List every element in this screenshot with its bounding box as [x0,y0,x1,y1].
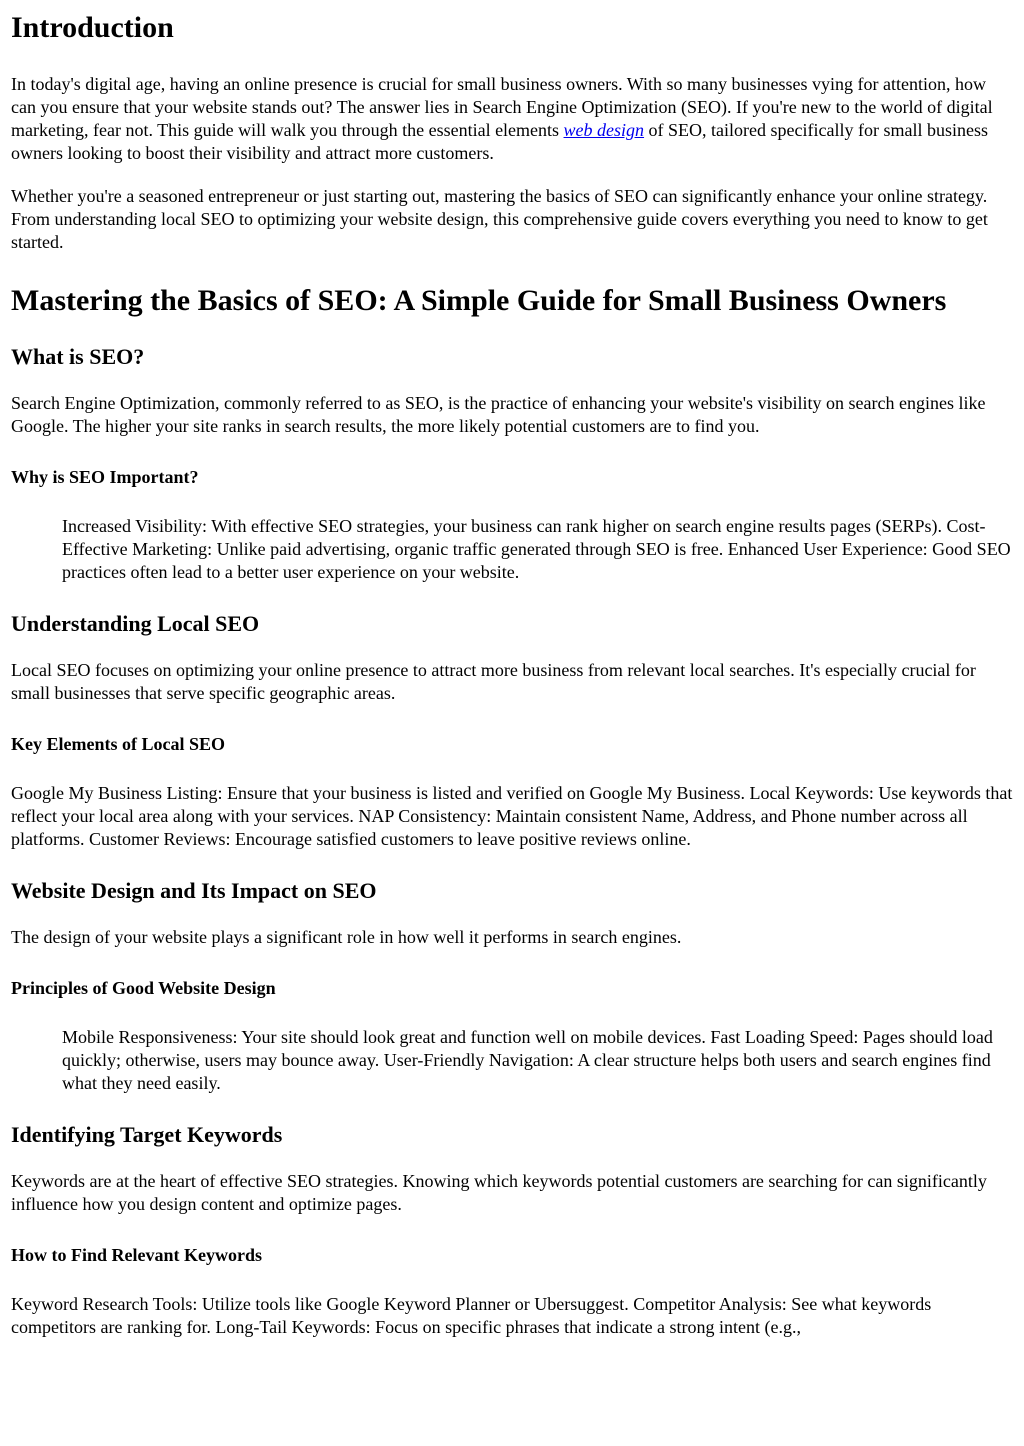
local-seo-body: Local SEO focuses on optimizing your online presence to attract more business from relevant local searches. It's especially crucial for small businesses that serve specific geographic areas. [11,660,976,703]
why-seo-important-heading: Why is SEO Important? [11,467,199,487]
key-elements-heading: Key Elements of Local SEO [11,734,225,754]
intro-paragraph-1 [11,73,1014,165]
web-design-link[interactable]: web design [563,120,645,140]
intro-p1-before-link: In today's digital age, having an online presence is crucial for small business owners. With so many businesses vying for attention, how can you ensure that your website stands out? The answer lies in Search Engine Optimization (SEO). If you're new to the world of digital marketing, fear not. This guide will walk you through the essential elements [11,74,993,140]
find-keywords-heading: How to Find Relevant Keywords [11,1245,262,1265]
principles-heading: Principles of Good Website Design [11,978,276,998]
intro-p1-after-link: of SEO, tailored specifically for small business owners looking to boost their visibility and attract more customers. [11,120,988,163]
intro-paragraph-2: Whether you're a seasoned entrepreneur or just starting out, mastering the basics of SEO can significantly enhance your online strategy. From understanding local SEO to optimizing your website design, this comprehensive guide covers everything you need to know to get started. [11,186,988,252]
why-seo-important-body: Increased Visibility: With effective SEO strategies, your business can rank higher on search engine results pages (SERPs). Cost-Effective Marketing: Unlike paid advertising, organic traffic generated through SEO is free. Enhanced User Experience: Good SEO practices often lead to a better user experience on your website. [62,516,1011,582]
local-seo-heading: Understanding Local SEO [11,611,260,636]
target-keywords-heading: Identifying Target Keywords [11,1122,283,1147]
intro-heading: Introduction [11,11,174,44]
website-design-heading: Website Design and Its Impact on SEO [11,878,377,903]
website-design-body: The design of your website plays a significant role in how well it performs in search engines. [11,927,682,947]
page-title: Mastering the Basics of SEO: A Simple Guide for Small Business Owners [11,284,947,317]
what-is-seo-body: Search Engine Optimization, commonly referred to as SEO, is the practice of enhancing your website's visibility on search engines like Google. The higher your site ranks in search results, the more likely potential customers are to find you. [11,393,986,436]
principles-body: Mobile Responsiveness: Your site should look great and function well on mobile devices. Fast Loading Speed: Pages should load quickly; otherwise, users may bounce away. User-Friendly Navigation: A clear structure helps both users and search engines find what they need easily. [62,1027,993,1093]
key-elements-body: Google My Business Listing: Ensure that your business is listed and verified on Google My Business. Local Keywords: Use keywords that reflect your local area along with your services. NAP Consistency: Maintain consistent Name, Address, and Phone number across all platforms. Customer Reviews: Encourage satisfied customers to leave positive reviews online. [11,783,1013,849]
find-keywords-body: Keyword Research Tools: Utilize tools like Google Keyword Planner or Ubersuggest. Competitor Analysis: See what keywords competitors are ranking for. Long-Tail Keywords: Focus on specific phrases that indicate a strong intent (e.g., [11,1294,932,1337]
what-is-seo-heading: What is SEO? [11,344,145,369]
target-keywords-body: Keywords are at the heart of effective SEO strategies. Knowing which keywords potential customers are searching for can significantly influence how you design content and optimize pages. [11,1171,987,1214]
